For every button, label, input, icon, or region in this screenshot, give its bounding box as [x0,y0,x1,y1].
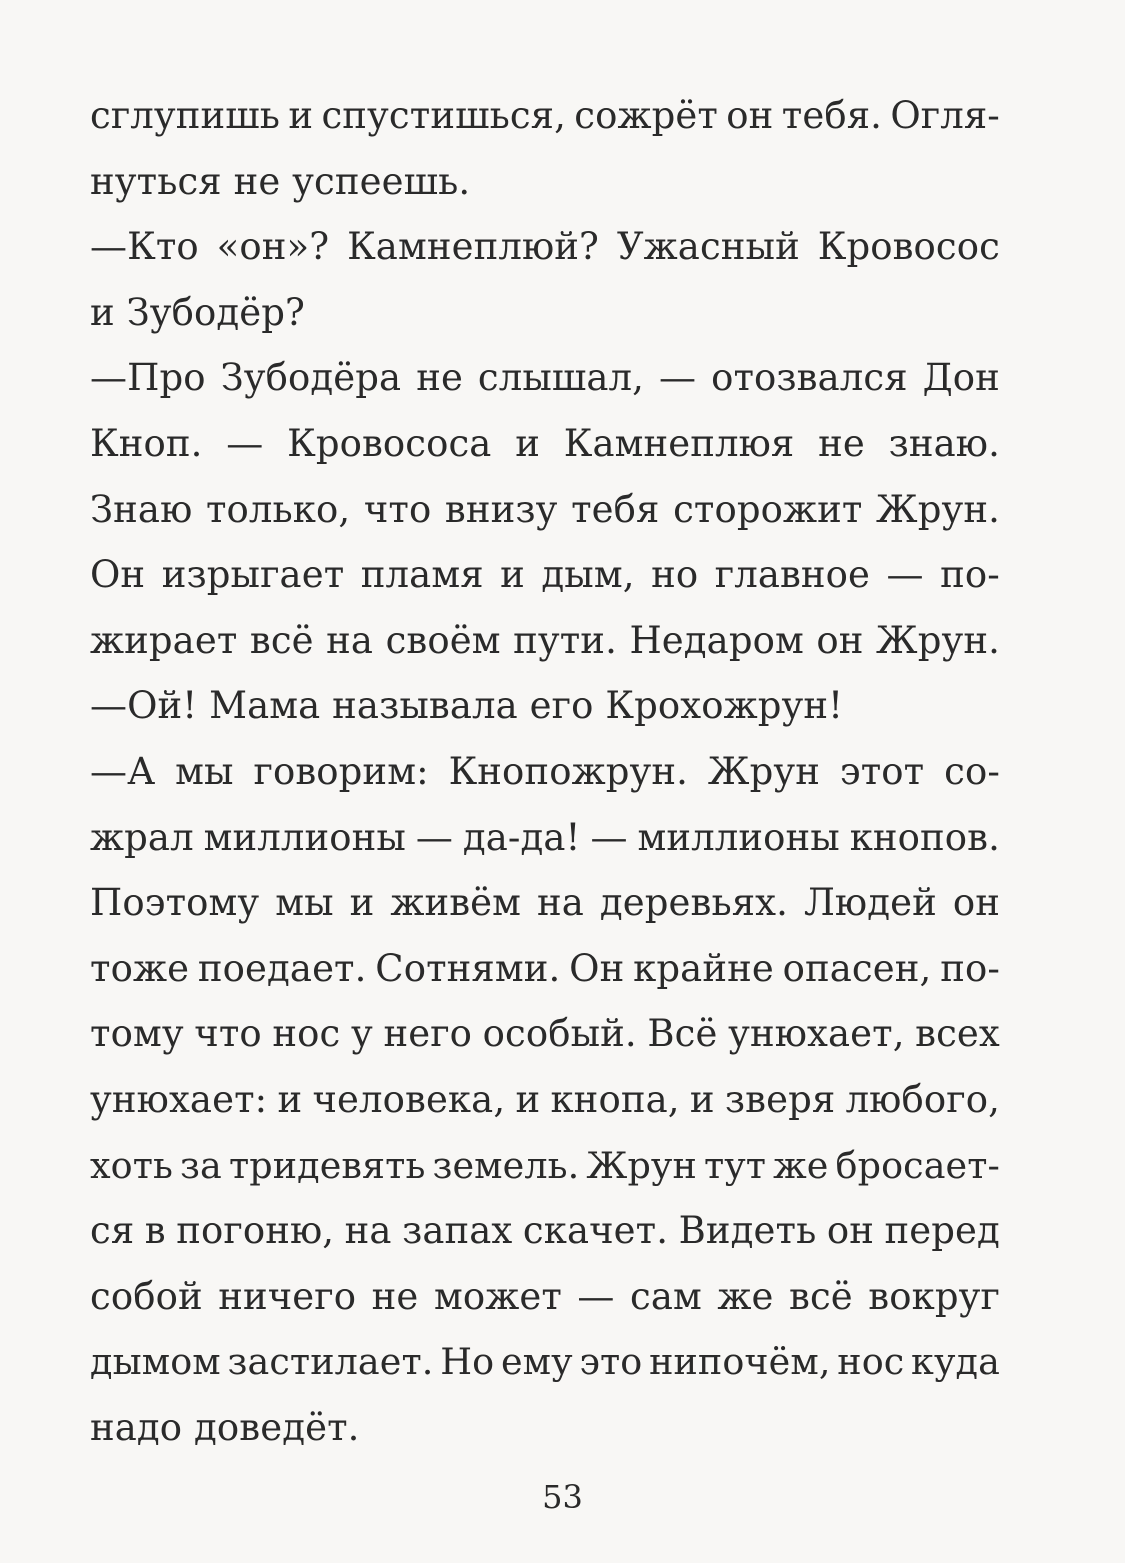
word: спустишься, [321,94,566,137]
word: же [773,1143,829,1187]
word: деревьях. [599,881,788,925]
text-line [90,882,1000,948]
word: внизу [444,487,558,531]
word: Кнопожрун. [448,749,688,793]
word: Жрун. [876,487,1000,531]
word: он [816,618,864,662]
word: — [886,553,924,597]
text-line [90,620,1000,686]
word: — [226,421,264,465]
text-line: и Зубодёр? [90,290,305,334]
word: Ужасный [616,225,800,269]
text-line: нуться не успеешь. [90,159,471,203]
word: что [363,487,432,531]
text-line [90,423,1000,489]
text-line [90,1210,1000,1276]
word: главное [714,553,871,597]
text-line [90,1013,1000,1079]
word: на [537,881,584,925]
word: Кноп. [90,421,203,465]
text-line [90,1341,1000,1407]
word: сам [630,1274,702,1318]
word: своём [385,618,501,662]
word: слышал, [477,356,645,400]
word: жрал [90,815,194,859]
word: говорим: [253,749,429,793]
word: не [416,356,463,400]
text-line [90,95,1000,161]
text-line [90,751,1000,817]
word: тут [703,1143,767,1187]
word: крайне [633,946,774,990]
word: кнопа, [550,1077,680,1121]
text-line [90,489,1000,555]
page-number: 53 [542,1478,583,1516]
word: Кровососа [287,421,492,465]
word: на [326,618,374,662]
word: Кровосос [817,225,1000,269]
word: тебя [571,487,660,531]
word: ему [500,1340,573,1384]
word: тридевять [228,1143,426,1187]
word: Огля- [890,94,1000,137]
word: пути. [513,618,617,662]
word: ничего [218,1274,357,1318]
word: унюхает: [90,1077,268,1121]
word: дымом [90,1340,221,1384]
text-line [90,817,1000,883]
text-line: —Ой! Мама называла его Крохожрун! [90,684,844,728]
word: Видеть [678,1209,817,1253]
word: особый. [482,1012,637,1056]
word: — [415,815,453,859]
word: дым, [541,553,635,597]
word: тоже [90,946,190,990]
word: и [689,1077,715,1121]
word: Сотнями. [375,946,561,990]
word: земель. [432,1143,580,1187]
word: Недаром [629,618,804,662]
word: он [952,881,1000,925]
word: сожрёт [574,94,718,137]
word: нос [272,1012,341,1056]
word: хоть [90,1143,174,1187]
word: и [288,94,314,137]
word: Жрун [586,1143,697,1187]
word: бросает- [835,1143,1000,1187]
word: миллионы [637,815,840,859]
text-line [90,1276,1000,1342]
word: Но [440,1340,495,1384]
word: мы [275,881,334,925]
word: нос [837,1340,905,1384]
word: куда [911,1340,1000,1384]
text-line [90,554,1000,620]
word: унюхает, [728,1012,905,1056]
word: человека, [312,1077,506,1121]
word: собой [90,1274,203,1318]
word: — [577,1274,615,1318]
word: любого, [845,1077,1000,1121]
word: поедает. [197,946,367,990]
word: за [180,1143,222,1187]
text-line [90,357,1000,423]
word: он [726,94,774,137]
word: мы [175,749,234,793]
word: Знаю [90,487,193,531]
word: сглупишь [90,94,281,137]
word: по- [940,553,1000,597]
word: зверя [724,1077,836,1121]
word: по- [940,946,1000,990]
word: —Кто [90,225,199,269]
word: только, [205,487,351,531]
word: Жрун [707,749,820,793]
word: погоню, [176,1209,335,1253]
word: и [349,881,375,925]
word: Камнеплюй? [347,225,599,269]
word: «он»? [216,225,330,269]
word: знаю. [888,421,1000,465]
word: в [144,1209,166,1253]
word: не [371,1274,419,1318]
word: сторожит [673,487,863,531]
word: это [579,1340,643,1384]
word: — [590,815,628,859]
word: —А [90,749,156,793]
word: тебя. [781,94,883,137]
word: вокруг [868,1274,1000,1318]
word: всех [915,1012,1000,1056]
text-line [90,1145,1000,1211]
word: скачет. [522,1209,669,1253]
word: запах [402,1209,513,1253]
word: Он [569,946,625,990]
word: Он [90,553,146,597]
word: Людей [803,881,937,925]
word: перед [884,1209,1000,1253]
word: пламя [360,553,484,597]
word: да-да! [462,815,581,859]
word: — [659,356,697,400]
word: на [344,1209,392,1253]
word: живём [390,881,522,925]
word: всё [789,1274,853,1318]
word: Жрун. [876,618,1000,662]
word: —Про [90,356,206,400]
word: он [826,1209,874,1253]
word: но [651,553,699,597]
word: Всё [647,1012,718,1056]
word: него [383,1012,473,1056]
word: и [515,1077,541,1121]
word: Дон [922,356,1000,400]
word: же [717,1274,774,1318]
word: и [277,1077,303,1121]
word: нипочём, [649,1340,831,1384]
word: Камнеплюя [563,421,795,465]
word: Зубодёра [220,356,402,400]
word: не [818,421,865,465]
word: Поэтому [90,881,260,925]
word: всё [249,618,314,662]
word: жирает [90,618,238,662]
word: застилает. [227,1340,434,1384]
word: тому [90,1012,184,1056]
word: может [433,1274,562,1318]
word: что [194,1012,262,1056]
word: отозвался [711,356,908,400]
body-text [90,95,1000,1472]
word: этот [839,749,925,793]
word: ся [90,1209,135,1253]
word: и [500,553,525,597]
word: опасен, [782,946,932,990]
word: изрыгает [161,553,345,597]
text-line [90,948,1000,1014]
word: у [350,1012,373,1056]
text-line [90,226,1000,292]
word: кнопов. [849,815,1000,859]
word: миллионы [203,815,406,859]
text-line [90,1079,1000,1145]
word: и [515,421,540,465]
text-line: надо доведёт. [90,1405,360,1449]
word: со- [944,749,1000,793]
